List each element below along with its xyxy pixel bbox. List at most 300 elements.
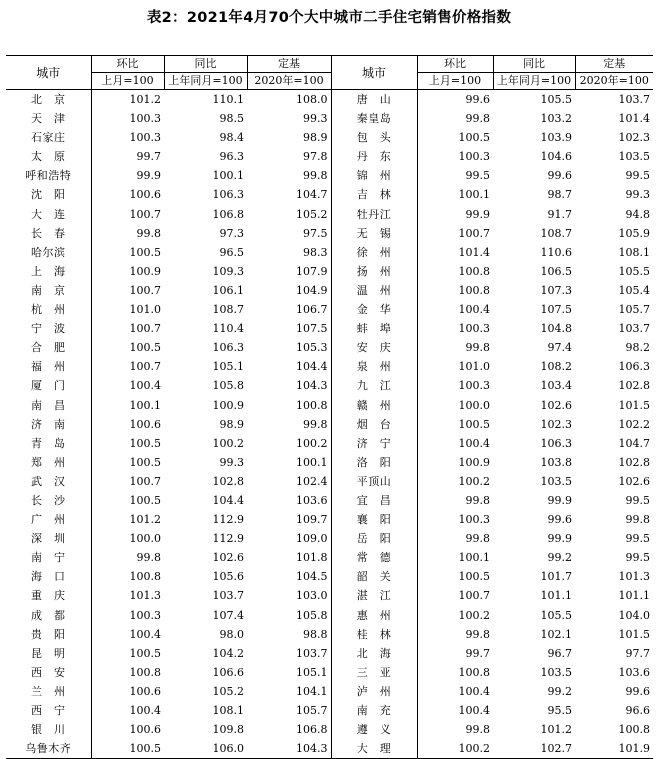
left-city-cell: 哈尔滨 <box>31 245 66 259</box>
right-fixed-cell: 101.5 <box>618 398 650 412</box>
right-city-cell: 宜 昌 <box>331 491 417 510</box>
left-fixed-cell: 99.8 <box>303 169 328 183</box>
mom-header: 环比 <box>91 56 164 73</box>
left-fixed-cell: 100.8 <box>296 398 328 412</box>
left-city-cell: 海 口 <box>31 570 66 584</box>
left-fixed-cell: 100.1 <box>296 455 328 469</box>
right-city-cell: 南 充 <box>331 701 417 720</box>
right-mom-cell: 101.4 <box>417 243 493 262</box>
right-city-cell: 无 锡 <box>331 224 417 243</box>
left-city-cell: 长 沙 <box>31 493 66 507</box>
left-yoy-cell: 105.8 <box>212 379 244 393</box>
right-fixed-cell: 97.7 <box>625 646 650 660</box>
left-city-cell: 石家庄 <box>31 131 66 145</box>
left-fixed-cell: 100.2 <box>296 436 328 450</box>
table-row <box>6 300 653 319</box>
left-fixed-cell: 105.1 <box>296 665 328 679</box>
right-city-cell: 湛 江 <box>331 586 417 605</box>
table-row <box>6 739 653 759</box>
right-city-cell: 泉 州 <box>331 357 417 376</box>
right-fixed-cell: 105.5 <box>618 264 650 278</box>
left-city-cell: 西 安 <box>31 665 66 679</box>
right-fixed-cell: 101.9 <box>575 739 653 759</box>
right-fixed-cell: 94.8 <box>625 207 650 221</box>
left-city-cell: 广 州 <box>31 513 66 527</box>
right-fixed-cell: 99.5 <box>625 551 650 565</box>
table-row <box>6 625 653 644</box>
yoy-base-header-right: 上年同月=100 <box>493 73 575 90</box>
left-yoy-cell: 100.2 <box>212 436 244 450</box>
right-fixed-cell: 101.4 <box>618 112 650 126</box>
right-mom-cell: 99.6 <box>417 90 493 110</box>
right-fixed-cell: 103.5 <box>618 150 650 164</box>
left-city-cell: 济 南 <box>31 417 66 431</box>
right-fixed-cell: 104.7 <box>618 436 650 450</box>
left-mom-cell: 99.9 <box>91 166 164 185</box>
left-city-cell: 乌鲁木齐 <box>6 739 91 759</box>
right-city-cell: 惠 州 <box>331 606 417 625</box>
right-mom-cell: 100.4 <box>417 300 493 319</box>
right-yoy-cell: 103.5 <box>540 665 572 679</box>
left-yoy-cell: 107.4 <box>212 608 244 622</box>
left-mom-cell: 100.6 <box>91 720 164 739</box>
right-fixed-cell: 99.8 <box>625 513 650 527</box>
left-yoy-cell: 98.0 <box>219 627 244 641</box>
right-mom-cell: 100.2 <box>417 739 493 759</box>
right-fixed-cell: 101.5 <box>618 627 650 641</box>
left-fixed-cell: 104.9 <box>296 283 328 297</box>
right-city-cell: 洛 阳 <box>331 453 417 472</box>
right-fixed-cell: 99.5 <box>625 493 650 507</box>
right-city-cell: 韶 关 <box>331 567 417 586</box>
table-row <box>6 90 653 110</box>
left-mom-cell: 100.4 <box>91 701 164 720</box>
left-mom-cell: 100.5 <box>91 491 164 510</box>
right-yoy-cell: 98.7 <box>547 188 572 202</box>
right-yoy-cell: 102.1 <box>540 627 572 641</box>
right-fixed-cell: 98.2 <box>625 341 650 355</box>
right-city-cell: 秦皇岛 <box>331 109 417 128</box>
right-yoy-cell: 99.6 <box>547 169 572 183</box>
left-yoy-cell: 98.9 <box>219 417 244 431</box>
left-mom-cell: 100.3 <box>91 109 164 128</box>
right-fixed-cell: 102.3 <box>618 131 650 145</box>
left-city-cell: 深 圳 <box>31 532 66 546</box>
table-row <box>6 472 653 491</box>
left-city-cell: 青 岛 <box>31 436 66 450</box>
mom-header-right: 环比 <box>417 56 493 73</box>
right-fixed-cell: 103.7 <box>618 93 650 106</box>
right-city-cell: 泸 州 <box>331 682 417 701</box>
right-yoy-cell: 107.3 <box>540 283 572 297</box>
left-city-cell: 呼和浩特 <box>25 169 72 183</box>
table-row <box>6 415 653 434</box>
left-mom-cell: 100.9 <box>91 262 164 281</box>
right-yoy-cell: 103.8 <box>540 455 572 469</box>
left-fixed-cell: 104.5 <box>296 570 328 584</box>
left-mom-cell: 100.3 <box>91 606 164 625</box>
right-mom-cell: 100.7 <box>417 586 493 605</box>
left-mom-cell: 100.5 <box>91 453 164 472</box>
right-fixed-cell: 105.4 <box>618 283 650 297</box>
right-mom-cell: 100.2 <box>417 606 493 625</box>
left-city-cell: 贵 阳 <box>31 627 66 641</box>
right-yoy-cell: 105.5 <box>540 93 572 106</box>
right-yoy-cell: 105.5 <box>540 608 572 622</box>
left-mom-cell: 100.1 <box>91 396 164 415</box>
right-yoy-cell: 103.5 <box>540 474 572 488</box>
left-mom-cell: 100.5 <box>91 243 164 262</box>
left-yoy-cell: 98.5 <box>219 112 244 126</box>
left-city-cell: 杭 州 <box>31 303 66 317</box>
table-row <box>6 586 653 605</box>
right-city-cell: 安 庆 <box>331 338 417 357</box>
right-mom-cell: 100.4 <box>417 682 493 701</box>
right-yoy-cell: 101.2 <box>540 723 572 737</box>
city-header: 城市 <box>6 56 91 90</box>
yoy-header-right: 同比 <box>493 56 575 73</box>
right-city-cell: 九 江 <box>331 376 417 395</box>
right-city-cell: 牡丹江 <box>331 205 417 224</box>
table-row <box>6 548 653 567</box>
right-city-cell: 北 海 <box>331 644 417 663</box>
right-city-cell: 徐 州 <box>331 243 417 262</box>
right-yoy-cell: 96.7 <box>547 646 572 660</box>
right-mom-cell: 100.8 <box>417 663 493 682</box>
left-mom-cell: 100.5 <box>91 434 164 453</box>
right-mom-cell: 99.8 <box>417 338 493 357</box>
left-yoy-cell: 110.4 <box>212 322 244 336</box>
left-yoy-cell: 110.1 <box>212 93 244 106</box>
left-mom-cell: 99.7 <box>91 147 164 166</box>
table-row <box>6 644 653 663</box>
right-mom-cell: 100.7 <box>417 224 493 243</box>
left-yoy-cell: 106.8 <box>212 207 244 221</box>
right-fixed-cell: 99.6 <box>625 684 650 698</box>
left-yoy-cell: 98.4 <box>219 131 244 145</box>
right-fixed-cell: 99.5 <box>625 169 650 183</box>
left-yoy-cell: 109.3 <box>212 264 244 278</box>
right-fixed-cell: 106.3 <box>618 360 650 374</box>
right-mom-cell: 100.5 <box>417 128 493 147</box>
right-city-cell: 济 宁 <box>331 434 417 453</box>
left-city-cell: 福 州 <box>31 360 66 374</box>
left-yoy-cell: 108.7 <box>212 303 244 317</box>
left-mom-cell: 100.5 <box>91 739 164 759</box>
left-mom-cell: 100.7 <box>91 205 164 224</box>
right-city-cell: 大 理 <box>331 739 417 759</box>
left-mom-cell: 100.6 <box>91 682 164 701</box>
table-row <box>6 319 653 338</box>
right-city-cell: 包 头 <box>331 128 417 147</box>
right-mom-cell: 100.1 <box>417 185 493 204</box>
right-mom-cell: 100.3 <box>417 319 493 338</box>
right-yoy-cell: 103.2 <box>540 112 572 126</box>
left-fixed-cell: 108.0 <box>296 93 328 106</box>
table-row <box>6 453 653 472</box>
left-fixed-cell: 104.4 <box>296 360 328 374</box>
table-row <box>6 567 653 586</box>
left-fixed-cell: 99.3 <box>303 112 328 126</box>
left-city-cell: 武 汉 <box>31 474 66 488</box>
left-city-cell: 昆 明 <box>31 646 66 660</box>
table-row <box>6 529 653 548</box>
left-city-cell: 厦 门 <box>31 379 66 393</box>
right-mom-cell: 100.3 <box>417 510 493 529</box>
left-fixed-cell: 107.9 <box>296 264 328 278</box>
left-city-cell: 长 春 <box>31 226 66 240</box>
right-mom-cell: 101.0 <box>417 357 493 376</box>
right-mom-cell: 99.8 <box>417 491 493 510</box>
right-fixed-cell: 105.7 <box>618 303 650 317</box>
left-yoy-cell: 102.8 <box>212 474 244 488</box>
right-fixed-cell: 102.6 <box>618 474 650 488</box>
left-fixed-cell: 103.6 <box>296 493 328 507</box>
table-row <box>6 491 653 510</box>
right-mom-cell: 99.5 <box>417 166 493 185</box>
right-city-cell: 扬 州 <box>331 262 417 281</box>
left-city-cell: 郑 州 <box>31 455 66 469</box>
right-fixed-cell: 103.7 <box>618 322 650 336</box>
table-row <box>6 166 653 185</box>
left-mom-cell: 100.7 <box>91 357 164 376</box>
left-mom-cell: 101.2 <box>91 90 164 110</box>
left-city-cell: 银 川 <box>31 723 66 737</box>
right-city-cell: 三 亚 <box>331 663 417 682</box>
left-fixed-cell: 104.7 <box>296 188 328 202</box>
right-mom-cell: 100.2 <box>417 472 493 491</box>
yoy-base-header: 上年同月=100 <box>164 73 247 90</box>
yoy-header: 同比 <box>164 56 247 73</box>
left-yoy-cell: 109.8 <box>212 723 244 737</box>
right-city-cell: 平顶山 <box>331 472 417 491</box>
left-fixed-cell: 105.3 <box>296 341 328 355</box>
left-city-cell: 沈 阳 <box>31 188 66 202</box>
left-yoy-cell: 106.3 <box>212 341 244 355</box>
left-yoy-cell: 100.1 <box>212 169 244 183</box>
left-city-cell: 大 连 <box>31 207 66 221</box>
table-row <box>6 606 653 625</box>
table-row <box>6 128 653 147</box>
left-yoy-cell: 104.4 <box>212 493 244 507</box>
right-yoy-cell: 107.5 <box>540 303 572 317</box>
left-yoy-cell: 99.3 <box>219 455 244 469</box>
left-city-cell: 太 原 <box>31 150 66 164</box>
left-city-cell: 南 昌 <box>31 398 66 412</box>
right-fixed-cell: 100.8 <box>618 723 650 737</box>
right-mom-cell: 100.3 <box>417 147 493 166</box>
left-city-cell: 宁 波 <box>31 322 66 336</box>
table-body <box>6 90 653 759</box>
right-yoy-cell: 95.5 <box>547 704 572 717</box>
right-yoy-cell: 103.4 <box>540 379 572 393</box>
right-fixed-cell: 108.1 <box>618 245 650 259</box>
left-fixed-cell: 109.7 <box>296 513 328 527</box>
right-fixed-cell: 102.8 <box>618 455 650 469</box>
right-fixed-cell: 102.8 <box>618 379 650 393</box>
left-yoy-cell: 105.2 <box>212 684 244 698</box>
right-city-cell: 蚌 埠 <box>331 319 417 338</box>
right-city-cell: 遵 义 <box>331 720 417 739</box>
right-mom-cell: 100.0 <box>417 396 493 415</box>
left-city-cell: 天 津 <box>31 112 66 126</box>
left-mom-cell: 101.2 <box>91 510 164 529</box>
left-mom-cell: 100.0 <box>91 529 164 548</box>
right-mom-cell: 99.8 <box>417 529 493 548</box>
left-fixed-cell: 105.2 <box>296 207 328 221</box>
table-row <box>6 663 653 682</box>
right-mom-cell: 100.4 <box>417 701 493 720</box>
table-row <box>6 185 653 204</box>
table-row <box>6 720 653 739</box>
left-yoy-cell: 104.2 <box>212 646 244 660</box>
table-row <box>6 147 653 166</box>
right-fixed-cell: 99.5 <box>625 532 650 546</box>
right-yoy-cell: 91.7 <box>547 207 572 221</box>
right-city-cell: 丹 东 <box>331 147 417 166</box>
left-fixed-cell: 105.8 <box>296 608 328 622</box>
price-index-table <box>6 55 653 759</box>
right-fixed-cell: 96.6 <box>625 704 650 717</box>
right-yoy-cell: 104.6 <box>540 150 572 164</box>
right-mom-cell: 100.1 <box>417 548 493 567</box>
right-mom-cell: 99.8 <box>417 625 493 644</box>
left-mom-cell: 100.6 <box>91 415 164 434</box>
right-yoy-cell: 99.2 <box>547 551 572 565</box>
right-city-cell: 锦 州 <box>331 166 417 185</box>
left-mom-cell: 100.5 <box>91 338 164 357</box>
left-fixed-cell: 103.0 <box>296 589 328 603</box>
right-mom-cell: 99.8 <box>417 720 493 739</box>
left-yoy-cell: 96.5 <box>219 245 244 259</box>
right-yoy-cell: 102.6 <box>540 398 572 412</box>
right-mom-cell: 100.4 <box>417 434 493 453</box>
left-city-cell: 重 庆 <box>31 589 66 603</box>
left-yoy-cell: 112.9 <box>212 513 244 527</box>
left-mom-cell: 100.5 <box>91 644 164 663</box>
right-yoy-cell: 102.7 <box>493 739 575 759</box>
table-row <box>6 357 653 376</box>
left-mom-cell: 100.7 <box>91 281 164 300</box>
right-mom-cell: 100.3 <box>417 376 493 395</box>
table-row <box>6 376 653 395</box>
left-fixed-cell: 109.0 <box>296 532 328 546</box>
left-yoy-cell: 105.1 <box>212 360 244 374</box>
right-yoy-cell: 99.6 <box>547 513 572 527</box>
right-fixed-cell: 105.9 <box>618 226 650 240</box>
left-mom-cell: 100.3 <box>91 128 164 147</box>
right-mom-cell: 99.7 <box>417 644 493 663</box>
left-city-cell: 上 海 <box>31 264 66 278</box>
left-city-cell: 北 京 <box>31 93 66 106</box>
left-yoy-cell: 106.1 <box>212 283 244 297</box>
right-mom-cell: 100.8 <box>417 281 493 300</box>
left-mom-cell: 99.8 <box>91 548 164 567</box>
left-yoy-cell: 97.3 <box>219 226 244 240</box>
left-yoy-cell: 102.6 <box>212 551 244 565</box>
left-fixed-cell: 98.8 <box>303 627 328 641</box>
right-fixed-cell: 101.1 <box>618 589 650 603</box>
right-mom-cell: 99.8 <box>417 109 493 128</box>
left-mom-cell: 99.8 <box>91 224 164 243</box>
left-fixed-cell: 104.1 <box>296 684 328 698</box>
right-city-cell: 金 华 <box>331 300 417 319</box>
right-yoy-cell: 106.3 <box>540 436 572 450</box>
right-city-cell: 桂 林 <box>331 625 417 644</box>
right-fixed-cell: 104.0 <box>618 608 650 622</box>
fixed-header-right: 定基 <box>575 56 653 73</box>
left-fixed-cell: 97.8 <box>303 150 328 164</box>
table-row <box>6 262 653 281</box>
right-city-cell: 赣 州 <box>331 396 417 415</box>
table-row <box>6 396 653 415</box>
left-mom-cell: 100.6 <box>91 185 164 204</box>
left-yoy-cell: 106.0 <box>164 739 247 759</box>
left-fixed-cell: 101.8 <box>296 551 328 565</box>
right-city-cell: 襄 阳 <box>331 510 417 529</box>
left-mom-cell: 100.7 <box>91 472 164 491</box>
left-yoy-cell: 106.3 <box>212 188 244 202</box>
left-mom-cell: 100.8 <box>91 663 164 682</box>
left-mom-cell: 101.0 <box>91 300 164 319</box>
right-yoy-cell: 97.4 <box>547 341 572 355</box>
right-city-cell: 温 州 <box>331 281 417 300</box>
left-yoy-cell: 96.3 <box>219 150 244 164</box>
table-row <box>6 338 653 357</box>
right-fixed-cell: 101.3 <box>618 570 650 584</box>
left-mom-cell: 100.8 <box>91 567 164 586</box>
right-yoy-cell: 99.9 <box>547 532 572 546</box>
right-mom-cell: 100.5 <box>417 415 493 434</box>
right-yoy-cell: 101.1 <box>540 589 572 603</box>
left-city-cell: 南 京 <box>31 283 66 297</box>
table-row <box>6 434 653 453</box>
left-yoy-cell: 105.6 <box>212 570 244 584</box>
right-fixed-cell: 102.2 <box>618 417 650 431</box>
left-fixed-cell: 97.5 <box>303 226 328 240</box>
right-city-cell: 唐 山 <box>331 90 417 110</box>
right-yoy-cell: 99.9 <box>547 493 572 507</box>
left-fixed-cell: 106.7 <box>296 303 328 317</box>
right-yoy-cell: 108.7 <box>540 226 572 240</box>
right-mom-cell: 100.5 <box>417 567 493 586</box>
right-mom-cell: 99.9 <box>417 205 493 224</box>
right-yoy-cell: 103.9 <box>540 131 572 145</box>
left-yoy-cell: 108.1 <box>212 704 244 717</box>
left-fixed-cell: 98.9 <box>303 131 328 145</box>
left-fixed-cell: 104.3 <box>247 739 331 759</box>
left-fixed-cell: 99.8 <box>303 417 328 431</box>
left-mom-cell: 100.4 <box>91 376 164 395</box>
left-fixed-cell: 103.7 <box>296 646 328 660</box>
right-yoy-cell: 104.8 <box>540 322 572 336</box>
right-city-cell: 岳 阳 <box>331 529 417 548</box>
left-fixed-cell: 106.8 <box>296 723 328 737</box>
table-row <box>6 281 653 300</box>
left-yoy-cell: 112.9 <box>212 532 244 546</box>
left-city-cell: 西 宁 <box>31 704 66 717</box>
left-city-cell: 成 都 <box>31 608 66 622</box>
right-yoy-cell: 108.2 <box>540 360 572 374</box>
right-city-cell: 吉 林 <box>331 185 417 204</box>
city-header-right: 城市 <box>331 56 417 90</box>
fixed-base-header: 2020年=100 <box>247 73 331 90</box>
right-yoy-cell: 102.3 <box>540 417 572 431</box>
left-mom-cell: 100.4 <box>91 625 164 644</box>
mom-base-header-right: 上月=100 <box>417 73 493 90</box>
left-city-cell: 兰 州 <box>31 684 66 698</box>
right-yoy-cell: 99.2 <box>547 684 572 698</box>
